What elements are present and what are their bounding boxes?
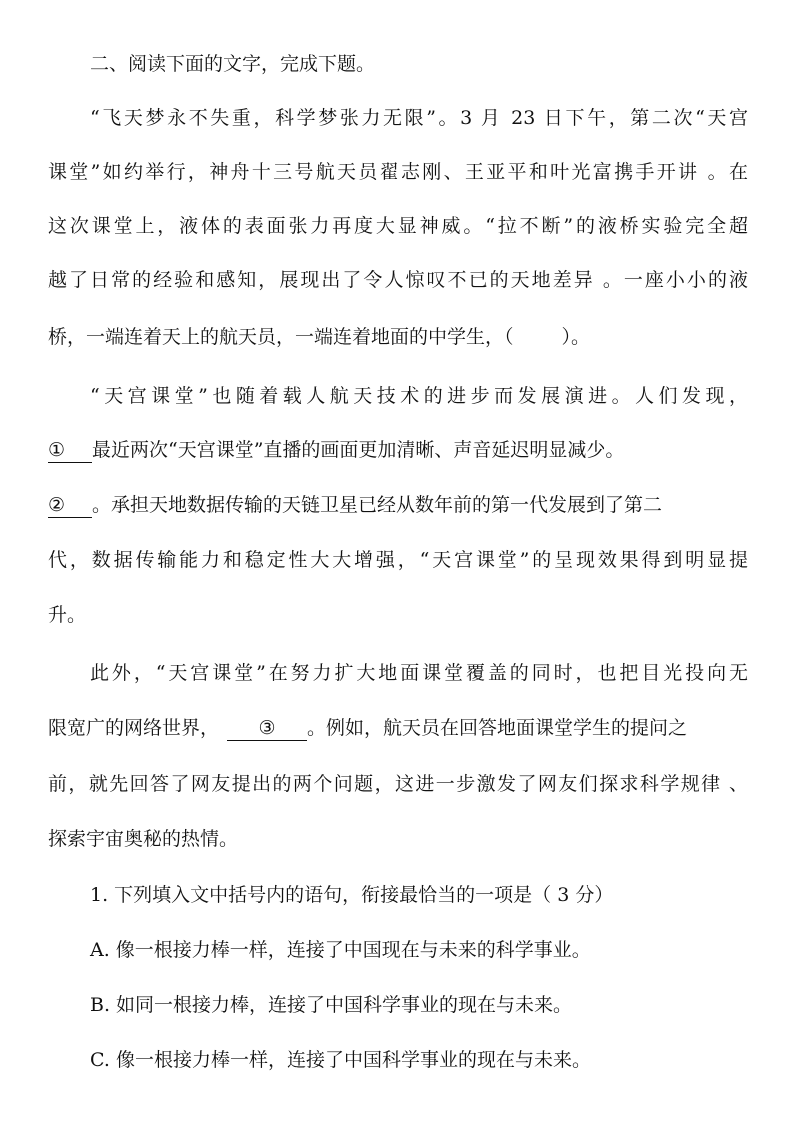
paragraph3-line2-start: 限宽广的网络世界， xyxy=(48,717,220,739)
paragraph2-line5: 升。 xyxy=(48,604,87,626)
option-a: A. 像一根接力棒一样，连接了中国现在与未来的科学事业。 xyxy=(90,939,591,961)
paragraph1-line2: 课堂”如约举行，神舟十三号航天员翟志刚、王亚平和叶光富携手开讲 。在 xyxy=(48,161,748,183)
paragraph2-line3-rest: 。承担天地数据传输的天链卫星已经从数年前的第一代发展到了第二 xyxy=(92,494,663,516)
blank-2: ② xyxy=(48,493,92,518)
paragraph1-line5-start: 桥，一端连着天上的航天员，一端连着地面的中学生，（ xyxy=(48,326,514,348)
option-c: C. 像一根接力棒一样，连接了中国科学事业的现在与未来。 xyxy=(90,1049,591,1071)
question-stem: 1. 下列填入文中括号内的语句，衔接最恰当的一项是（ 3 分） xyxy=(90,884,614,906)
option-b: B. 如同一根接力棒，连接了中国科学事业的现在与未来。 xyxy=(90,994,573,1016)
paragraph2-line3 xyxy=(48,488,748,522)
blank-3: ③ xyxy=(227,716,307,741)
paragraph2-line2-rest: 最近两次“天宫课堂”直播的画面更加清晰、声音延迟明显减少。 xyxy=(92,439,625,461)
paragraph1-line5 xyxy=(48,320,748,354)
paragraph2-line4: 代，数据传输能力和稳定性大大增强，“天宫课堂”的呈现效果得到明显提 xyxy=(48,549,748,571)
paragraph1-line1: “飞天梦永不失重，科学梦张力无限”。3 月 23 日下午，第二次“天宫 xyxy=(90,107,748,129)
paragraph1-line3: 这次课堂上，液体的表面张力再度大显神威。“拉不断”的液桥实验完全超 xyxy=(48,215,748,237)
blank-1: ① xyxy=(48,438,92,463)
paragraph3-line2-rest: 。例如，航天员在回答地面课堂学生的提问之 xyxy=(307,717,688,739)
paragraph3-line3: 前，就先回答了网友提出的两个问题，这进一步激发了网友们探求科学规律 、 xyxy=(48,773,748,795)
paragraph1-line5-end: ）。 xyxy=(561,326,591,348)
paragraph3-line4: 探索宇宙奥秘的热情。 xyxy=(48,828,239,850)
paragraph2-line2 xyxy=(48,433,748,467)
section-heading: 二、阅读下面的文字，完成下题。 xyxy=(90,53,376,75)
paragraph1-line4: 越了日常的经验和感知，展现出了令人惊叹不已的天地差异 。一座小小的液 xyxy=(48,269,748,291)
paragraph3-line1: 此外，“天宫课堂”在努力扩大地面课堂覆盖的同时，也把目光投向无 xyxy=(90,662,748,684)
paragraph2-line1: “天宫课堂”也随着载人航天技术的进步而发展演进。人们发现， xyxy=(90,385,748,407)
paragraph3-line2 xyxy=(48,711,748,745)
